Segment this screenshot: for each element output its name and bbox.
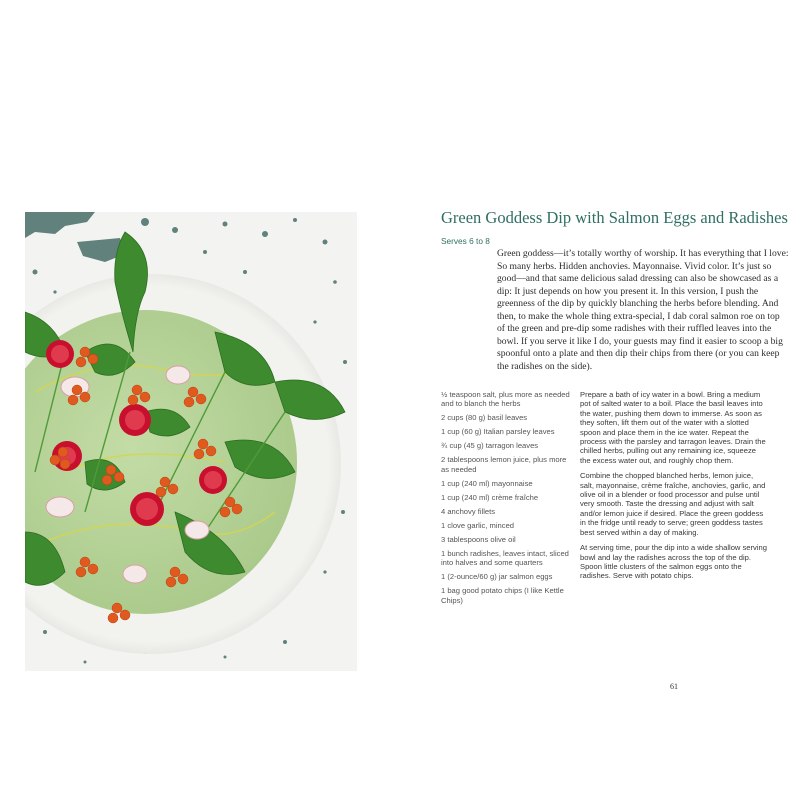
ingredient-item: 1 cup (240 ml) mayonnaise xyxy=(441,478,533,488)
ingredient-item: 3 tablespoons olive oil xyxy=(441,534,516,544)
serves-label: Serves 6 to 8 xyxy=(441,236,490,246)
method-step: Combine the chopped blanched herbs, lemon juice, salt, mayonnaise, crème fraîche, anchovies, garlic, and olive oil in a blender or food processor and pulse until very smooth. Taste the dressing and adjust with salt and/or lemon juice if desired. Place the green goddess in the fridge until ready to serve; green goddess tastes best served within a day of making. xyxy=(580,471,766,537)
ingredient-item: 1 clove garlic, minced xyxy=(441,520,515,530)
method-step: At serving time, pour the dip into a wide shallow serving bowl and lay the radishes across the top of the dip. Spoon little clusters of the salmon eggs onto the radishes. Serve with potato chips. xyxy=(580,543,767,581)
ingredient-item: 1 (2-ounce/60 g) jar salmon eggs xyxy=(441,572,553,582)
ingredient-item: 1 bunch radishes, leaves intact, sliced into halves and some quarters xyxy=(441,548,569,568)
page-number: 61 xyxy=(670,682,678,691)
recipe-photo xyxy=(25,212,357,671)
recipe-intro: Green goddess—it’s totally worthy of worship. It has everything that I love: So many herbs. Hidden anchovies. Mayonnaise. Vivid color. It’s just so good—and that same delicious salad dressing can also be showcased as a dip: It just depends on how you present it. In this version, I push the greenness of the dip by quickly blanching the herbs before blending. And then, to make the whole thing extra-special, I dab coral salmon roe on top of the green and pre-dip some radishes with their ruffled leaves into the bowl. If you serve it like I do, your guests may find it easier to scoop a big spoonful onto a plate and then dip their chips from there (or you can keep the radishes on the side). xyxy=(497,248,789,372)
recipe-title: Green Goddess Dip with Salmon Eggs and Radishes xyxy=(441,208,788,227)
ingredient-item: ½ teaspoon salt, plus more as needed and to blanch the herbs xyxy=(441,390,570,409)
ingredient-item: 2 cups (80 g) basil leaves xyxy=(441,413,528,423)
ingredient-item: 1 bag good potato chips (I like Kettle Chips) xyxy=(441,586,564,605)
dip-illustration xyxy=(25,212,357,671)
ingredient-item: 4 anchovy fillets xyxy=(441,506,496,516)
ingredient-list xyxy=(441,390,571,610)
method-section xyxy=(580,390,768,587)
ingredient-item: ¾ cup (45 g) tarragon leaves xyxy=(441,441,539,451)
ingredient-item: 1 cup (240 ml) crème fraîche xyxy=(441,492,539,502)
ingredient-item: 1 cup (60 g) Italian parsley leaves xyxy=(441,427,555,437)
method-step: Prepare a bath of icy water in a bowl. Bring a medium pot of salted water to a boil. Place the basil leaves into the water, pushing them down to immerse. As soon as they soften, lift them out of the water with a slotted spoon and place them in the ice water. Repeat the process with the parsley and tarragon leaves. Drain the chilled herbs, pulling out any remaining ice, squeeze the excess water out, and roughly chop them. xyxy=(580,390,766,465)
ingredient-item: 2 tablespoons lemon juice, plus more as needed xyxy=(441,455,567,474)
